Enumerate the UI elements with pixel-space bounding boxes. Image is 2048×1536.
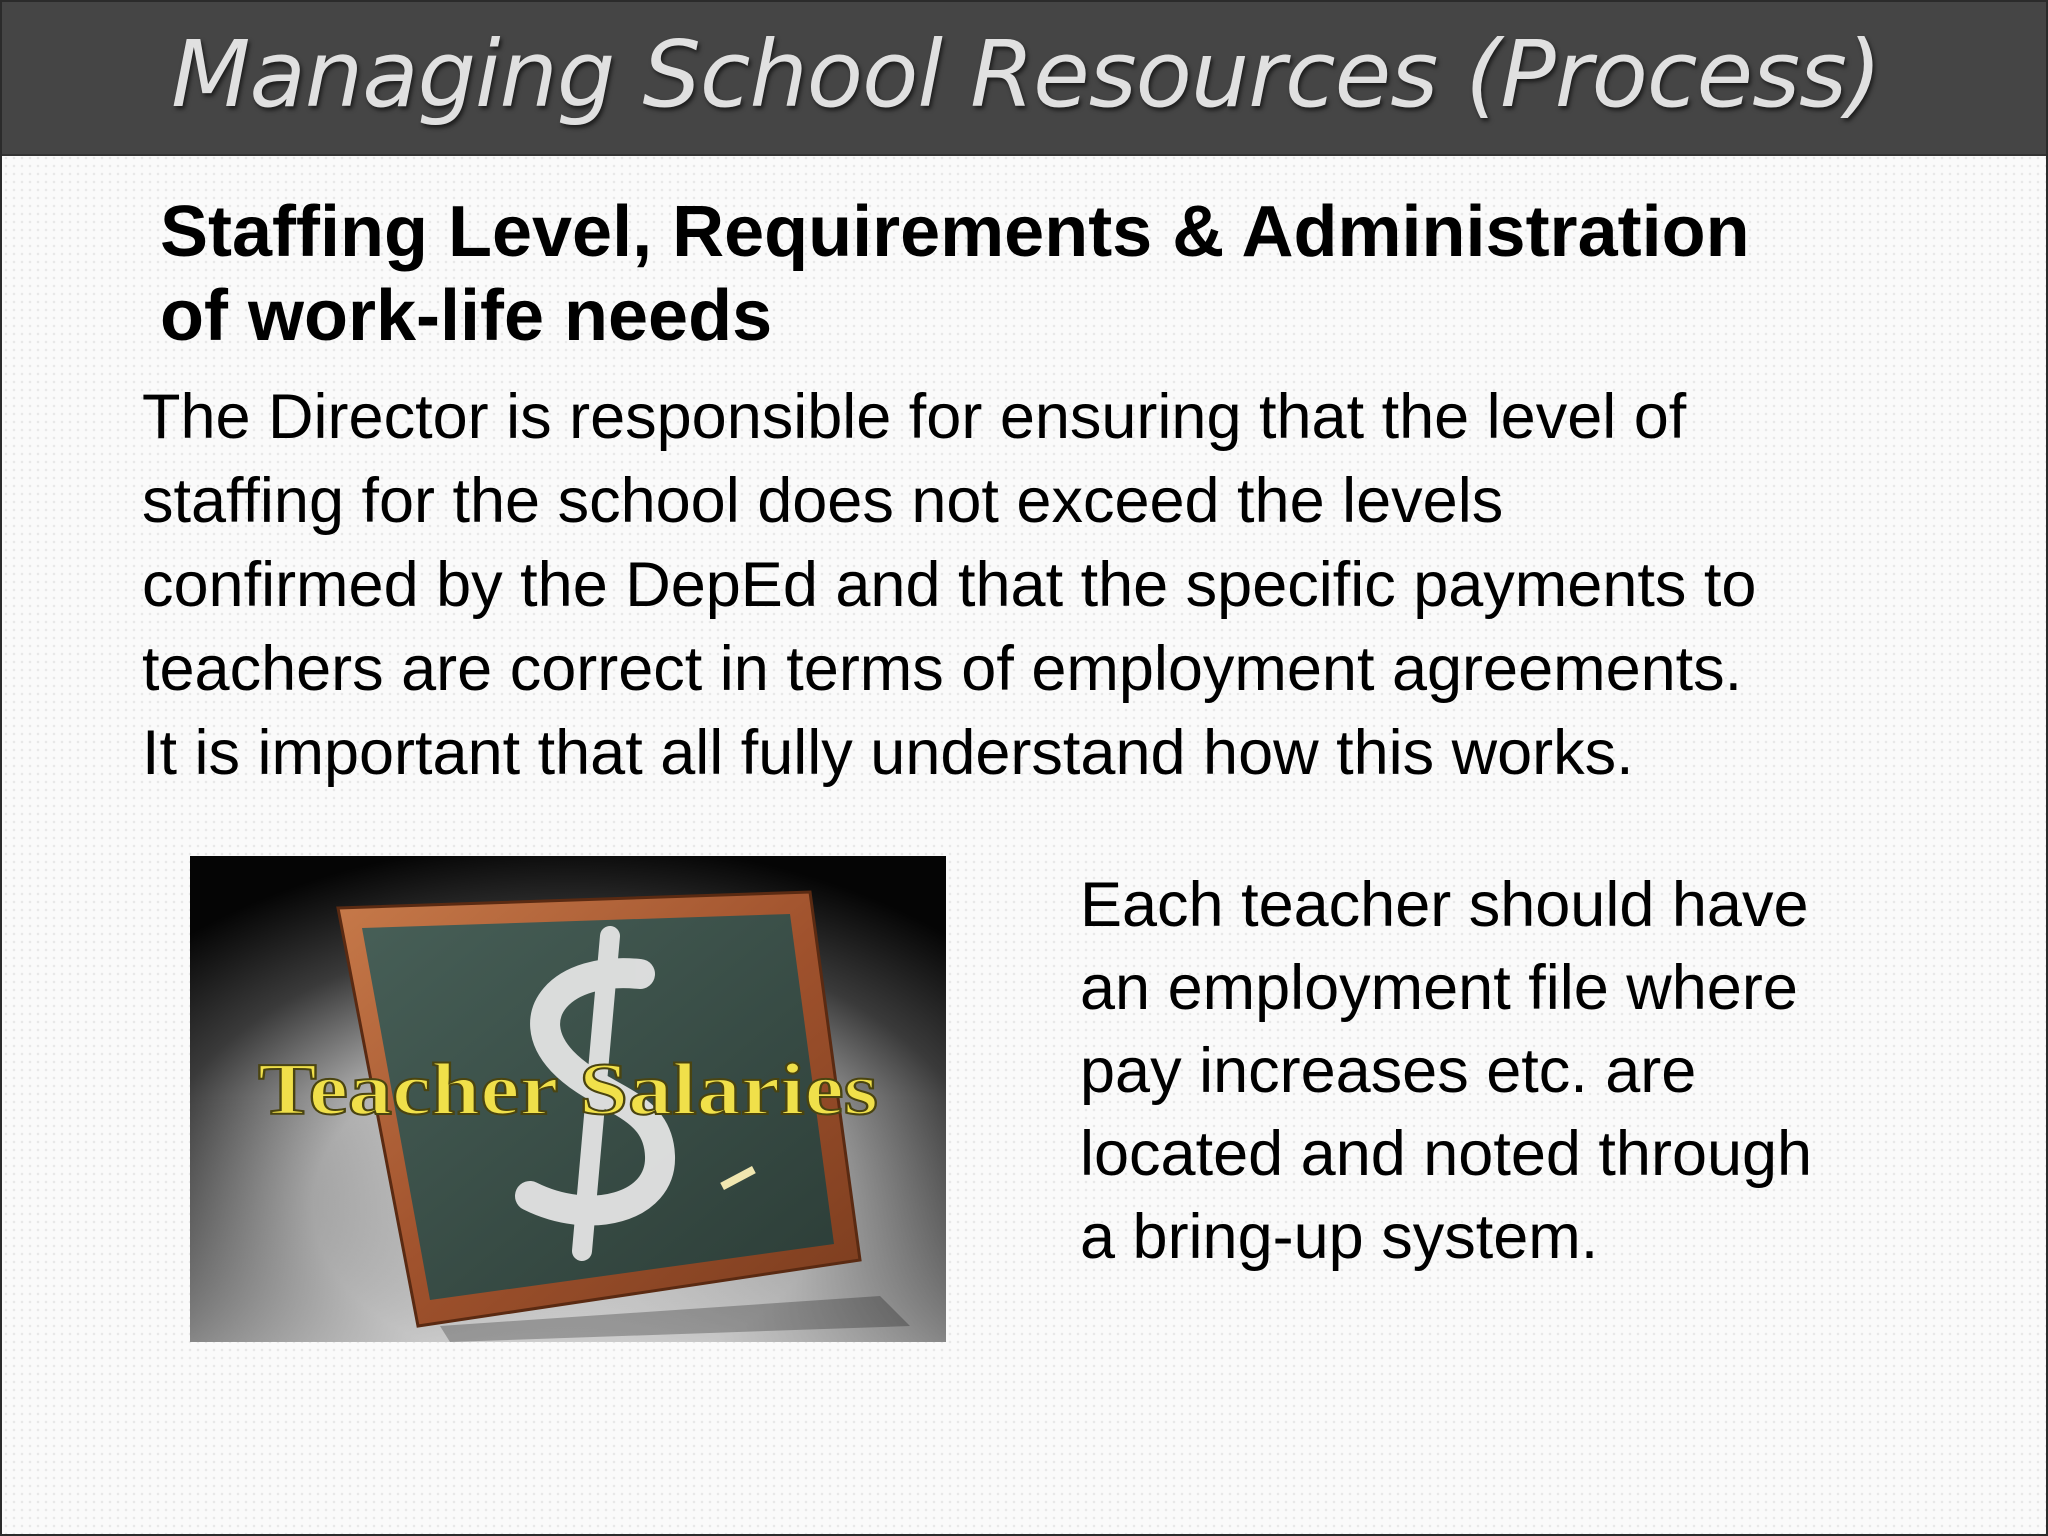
paragraph-line: confirmed by the DepEd and that the specific payments to: [142, 550, 1757, 620]
side-text-line: Each teacher should have: [1080, 870, 1809, 940]
body-paragraph: [142, 375, 1942, 795]
side-text-line: pay increases etc. are: [1080, 1036, 1697, 1106]
side-text-line: located and noted through: [1080, 1119, 1813, 1189]
slide-title: Managing School Resources (Process): [171, 21, 1881, 128]
side-paragraph: [1080, 864, 1980, 1279]
subtitle-line: Staffing Level, Requirements & Administration: [160, 192, 1750, 272]
paragraph-line: teachers are correct in terms of employment agreements.: [142, 634, 1743, 704]
title-bar: [2, 2, 2048, 156]
teacher-salaries-picture: [190, 856, 946, 1342]
subtitle-line: of work-life needs: [160, 276, 773, 356]
paragraph-line: The Director is responsible for ensuring that the level of: [142, 382, 1687, 452]
slide-subtitle: [160, 190, 1960, 358]
chalkboard-illustration: [190, 856, 946, 1342]
side-text-line: an employment file where: [1080, 953, 1798, 1023]
image-caption: Teacher Salaries: [258, 1049, 878, 1131]
paragraph-line: It is important that all fully understand how this works.: [142, 718, 1634, 788]
side-text-line: a bring-up system.: [1080, 1202, 1599, 1272]
paragraph-line: staffing for the school does not exceed the levels: [142, 466, 1504, 536]
